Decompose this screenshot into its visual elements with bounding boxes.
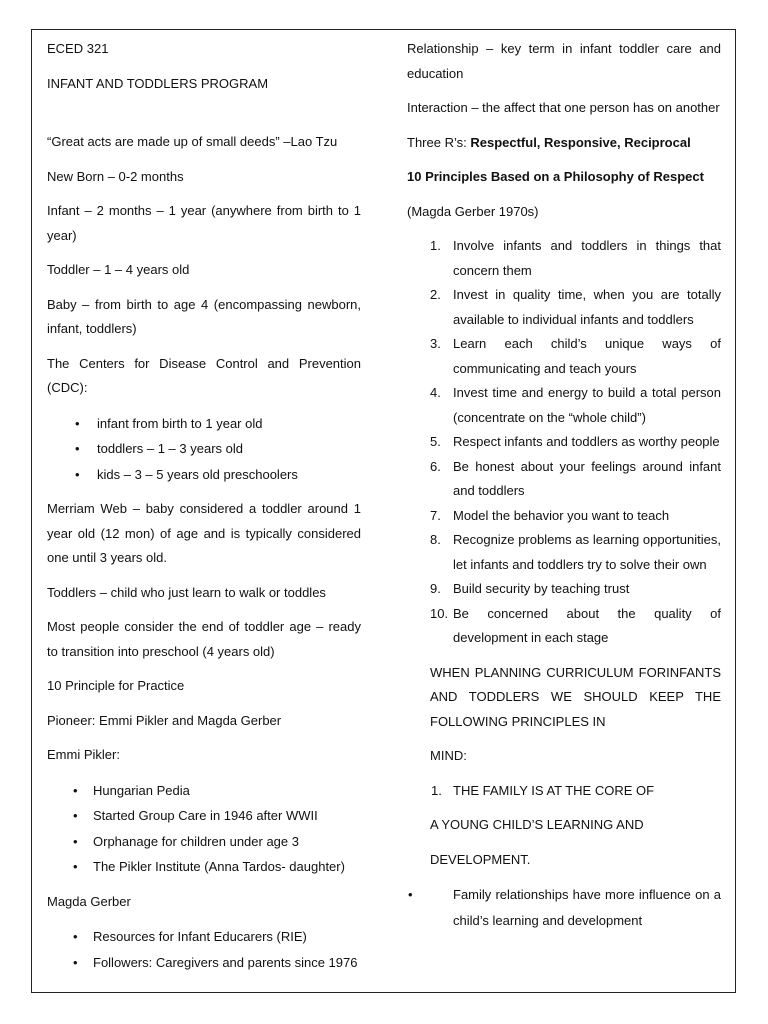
list-item: • Hungarian Pedia <box>47 778 361 804</box>
cdc-list <box>47 411 361 488</box>
item-text: Invest in quality time, when you are totally available to individual infants and toddlers <box>453 287 721 327</box>
merriam-definition: Merriam Web – baby considered a toddler around 1 year old (12 mon) of age and is typically considered one until 3 years old. <box>47 501 361 565</box>
magda-gerber-heading: Magda Gerber <box>47 893 131 909</box>
end-of-toddler-age: Most people consider the end of toddler age – ready to transition into preschool (4 years old) <box>47 619 361 659</box>
list-item: • Resources for Infant Educarers (RIE) <box>47 924 361 950</box>
list-item: • infant from birth to 1 year old <box>47 411 361 437</box>
item-text: THE FAMILY IS AT THE CORE OF <box>453 782 655 798</box>
list-item: • kids – 3 – 5 years old preschoolers <box>47 462 361 488</box>
emmi-pikler-list <box>47 778 361 880</box>
item-number: 3. <box>430 336 441 351</box>
list-item <box>407 528 721 577</box>
mind-heading: MIND: <box>430 748 467 763</box>
item-number: 10. <box>430 605 449 621</box>
item-number: 6. <box>430 458 441 474</box>
development-line: DEVELOPMENT. <box>430 851 531 867</box>
emmi-pikler-heading: Emmi Pikler: <box>47 747 120 762</box>
when-planning-heading: WHEN PLANNING CURRICULUM FORINFANTS AND TODDLERS WE SHOULD KEEP THE FOLLOWING PRINCIPLES IN <box>430 664 721 729</box>
list-item <box>407 455 721 504</box>
item-number: 7. <box>430 507 441 523</box>
item-number: 8. <box>430 532 441 547</box>
item-text: Invest time and energy to build a total person (concentrate on the “whole child”) <box>453 385 721 425</box>
list-item <box>407 577 721 602</box>
three-rs-label: Three R’s: <box>407 134 471 150</box>
program-title: INFANT AND TODDLERS PROGRAM <box>47 75 269 91</box>
list-item <box>407 504 721 529</box>
item-number: 2. <box>430 287 441 302</box>
list-item: • toddlers – 1 – 3 years old <box>47 436 361 462</box>
family-relationships-list <box>407 882 721 933</box>
item-text: Respect infants and toddlers as worthy people <box>453 434 720 449</box>
list-item: • Followers: Caregivers and parents since 1976 <box>47 950 361 976</box>
three-rs <box>407 131 721 156</box>
young-child-line: A YOUNG CHILD’S LEARNING AND <box>430 817 644 832</box>
principles-list <box>407 234 721 651</box>
list-item <box>407 430 721 455</box>
principle-for-practice: 10 Principle for Practice <box>47 678 185 693</box>
magda-gerber-year: (Magda Gerber 1970s) <box>407 203 539 219</box>
item-text: Learn each child’s unique ways of communicating and teach yours <box>453 336 721 376</box>
toddler-definition: Toddler – 1 – 4 years old <box>47 262 190 277</box>
item-number: 9. <box>430 581 441 596</box>
magda-gerber-list <box>47 924 361 975</box>
baby-definition: Baby – from birth to age 4 (encompassing newborn, infant, toddlers) <box>47 296 361 336</box>
item-text: Be honest about your feelings around infant and toddlers <box>453 458 721 498</box>
family-core-item <box>407 779 721 804</box>
interaction-definition: Interaction – the affect that one person has on another <box>407 100 720 115</box>
toddlers-definition: Toddlers – child who just learn to walk or toddles <box>47 584 326 600</box>
three-rs-values: Respectful, Responsive, Reciprocal <box>470 134 691 150</box>
list-item <box>407 332 721 381</box>
newborn-definition: New Born – 0-2 months <box>47 168 184 184</box>
right-column <box>407 37 721 943</box>
list-item <box>407 602 721 651</box>
list-item: • The Pikler Institute (Anna Tardos- daughter) <box>47 854 361 880</box>
course-code: ECED 321 <box>47 41 109 56</box>
cdc-heading: The Centers for Disease Control and Prevention (CDC): <box>47 355 361 395</box>
list-item: • Started Group Care in 1946 after WWII <box>47 803 361 829</box>
list-item <box>407 779 721 804</box>
item-text: Involve infants and toddlers in things that concern them <box>453 238 721 278</box>
item-number: 4. <box>430 385 441 400</box>
relationship-definition: Relationship – key term in infant toddler care and education <box>407 41 721 81</box>
list-item <box>407 381 721 430</box>
left-column <box>47 37 361 985</box>
item-text: Build security by teaching trust <box>453 581 630 596</box>
list-item: • Family relationships have more influence on a child’s learning and development <box>407 882 721 933</box>
item-text: Be concerned about the quality of development in each stage <box>453 605 721 645</box>
quote: “Great acts are made up of small deeds” –Lao Tzu <box>47 134 338 149</box>
item-number: 5. <box>430 434 441 449</box>
pioneer-line: Pioneer: Emmi Pikler and Magda Gerber <box>47 712 282 728</box>
item-number: 1. <box>431 782 442 798</box>
infant-definition: Infant – 2 months – 1 year (anywhere from birth to 1 year) <box>47 203 361 243</box>
item-text: Recognize problems as learning opportunities, let infants and toddlers try to solve their own <box>453 532 721 572</box>
item-text: Model the behavior you want to teach <box>453 507 670 523</box>
list-item <box>407 234 721 283</box>
list-item <box>407 283 721 332</box>
item-number: 1. <box>430 238 441 253</box>
principles-heading: 10 Principles Based on a Philosophy of Respect <box>407 169 704 184</box>
list-item: • Orphanage for children under age 3 <box>47 829 361 855</box>
